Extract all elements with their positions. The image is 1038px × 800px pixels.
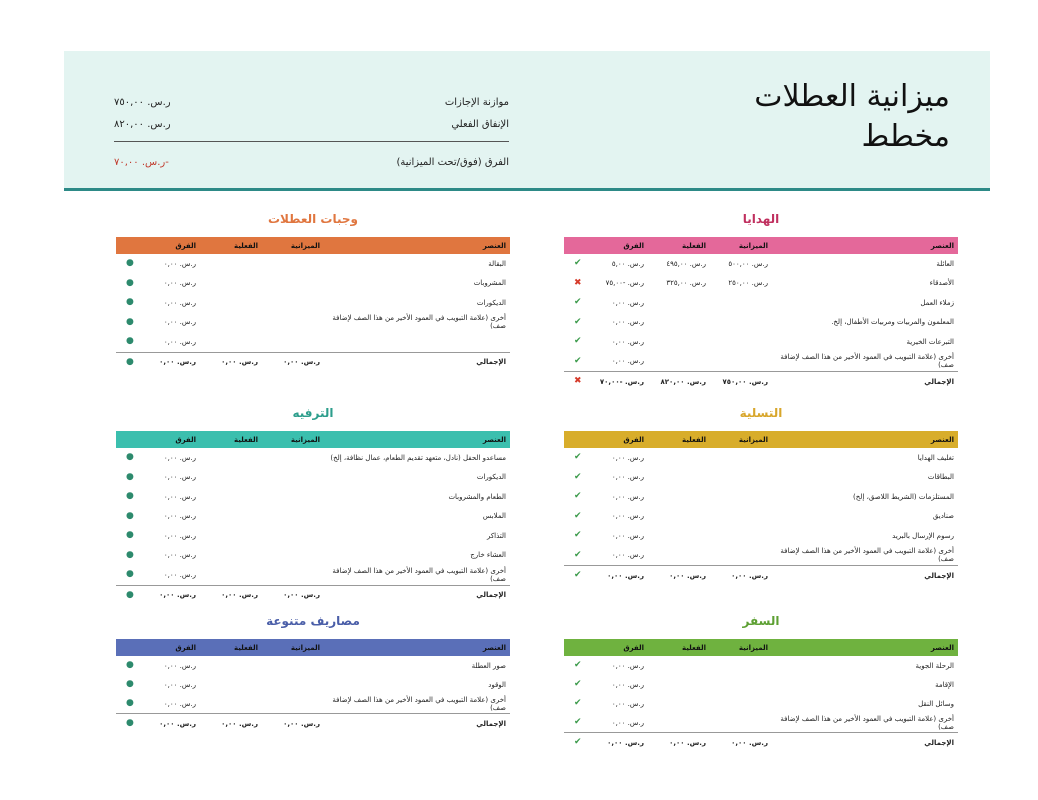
total-actual: ر.س. ٠,٠٠	[669, 571, 706, 580]
summary-actual-label: الإنفاق الفعلي	[451, 118, 509, 130]
row-difference	[122, 318, 196, 327]
table-row[interactable]	[564, 546, 958, 566]
table-row[interactable]	[116, 468, 510, 488]
row-difference-value: ر.س. ٠,٠٠	[611, 298, 644, 307]
table-row[interactable]	[564, 487, 958, 507]
row-actual[interactable]: ر.س. ٤٩٥,٠٠	[666, 259, 706, 268]
row-difference-value: ر.س. ٠,٠٠	[163, 699, 196, 708]
check-icon: ✔	[574, 316, 582, 327]
row-item[interactable]: وسائل النقل	[918, 699, 954, 708]
dot-icon: ●	[126, 471, 134, 482]
row-difference	[570, 531, 644, 540]
total-difference-value: ر.س. ٠,٠٠	[159, 591, 196, 599]
column-header-item: العنصر	[482, 643, 506, 652]
total-difference-value: ر.س. ٠,٠٠	[159, 719, 196, 728]
total-label: الإجمالي	[476, 719, 506, 728]
total-difference	[122, 591, 196, 600]
row-difference-value: ر.س. ٠,٠٠	[611, 551, 644, 560]
row-item[interactable]: المشروبات	[473, 279, 506, 288]
row-difference	[122, 453, 196, 462]
row-difference	[570, 661, 644, 670]
row-difference-value: ر.س. ٠,٠٠	[163, 318, 196, 327]
check-icon: ✔	[574, 679, 582, 689]
table-row[interactable]	[116, 313, 510, 333]
row-item[interactable]: الملابس	[482, 512, 506, 521]
row-difference	[122, 279, 196, 288]
table-row[interactable]	[116, 694, 510, 713]
panel-party	[116, 403, 510, 605]
table-row[interactable]	[564, 352, 958, 372]
row-item[interactable]: الطعام والمشروبات	[448, 492, 506, 501]
row-difference	[122, 337, 196, 346]
column-header-diff: الفرق	[623, 241, 644, 250]
total-actual: ر.س. ٨٢٠,٠٠	[660, 377, 706, 386]
panel-title-travel: السفر	[742, 614, 780, 628]
row-difference	[122, 512, 196, 521]
row-difference-value: ر.س. ٠,٠٠	[163, 551, 196, 560]
total-budget: ر.س. ٧٥٠,٠٠	[722, 377, 768, 386]
row-item[interactable]: المستلزمات (الشريط اللاصق، إلخ)	[853, 492, 954, 501]
row-difference	[122, 259, 196, 268]
row-difference	[570, 337, 644, 346]
row-difference-value: ر.س. ٠,٠٠	[163, 570, 196, 579]
summary-budget-value[interactable]: ر.س. ٧٥٠,٠٠	[114, 96, 171, 108]
row-difference	[122, 551, 196, 560]
row-difference	[122, 570, 196, 579]
row-item[interactable]: العشاء خارج	[470, 551, 506, 560]
column-header-diff: الفرق	[623, 643, 644, 652]
check-icon: ✔	[574, 258, 582, 269]
row-difference	[122, 473, 196, 482]
row-difference	[570, 298, 644, 307]
total-actual: ر.س. ٠,٠٠	[221, 358, 258, 366]
total-actual: ر.س. ٠,٠٠	[221, 591, 258, 599]
row-difference-value: ر.س. ٠,٠٠	[611, 453, 644, 462]
row-item[interactable]: أخرى (علامة التبويب في العمود الأخير من هذا الصف لإضافة صف)	[780, 547, 954, 564]
row-difference-value: ر.س. -٧٥,٠٠	[605, 279, 644, 288]
total-budget: ر.س. ٠,٠٠	[283, 719, 320, 728]
x-icon: ✖	[574, 376, 582, 386]
table-row[interactable]	[116, 675, 510, 694]
dot-icon: ●	[126, 718, 134, 728]
row-difference	[122, 298, 196, 307]
summary-box	[114, 91, 509, 173]
total-difference-value: ر.س. ٠,٠٠	[607, 571, 644, 580]
total-budget: ر.س. ٠,٠٠	[731, 738, 768, 747]
row-difference-value: ر.س. ٠,٠٠	[163, 680, 196, 689]
row-item[interactable]: المعلمون والمربيات ومربيات الأطفال، إلخ.	[831, 318, 954, 327]
row-actual[interactable]: ر.س. ٣٢٥,٠٠	[666, 279, 706, 288]
column-header-actual: الفعلية	[682, 643, 706, 652]
column-header-actual: الفعلية	[234, 435, 258, 444]
row-difference-value: ر.س. ٠,٠٠	[163, 531, 196, 540]
dot-icon: ●	[126, 660, 134, 670]
total-difference-value: ر.س. -٧٠,٠٠	[599, 377, 644, 386]
table-header	[564, 639, 958, 656]
row-difference	[122, 492, 196, 501]
total-difference	[122, 719, 196, 728]
table-total-row	[116, 352, 510, 372]
check-icon: ✔	[574, 452, 582, 463]
row-difference-value: ر.س. ٠,٠٠	[163, 661, 196, 670]
dot-icon: ●	[126, 589, 134, 600]
row-budget[interactable]: ر.س. ٢٥٠,٠٠	[728, 279, 768, 288]
dot-icon: ●	[126, 491, 134, 502]
table-header	[116, 431, 510, 448]
row-difference	[122, 680, 196, 689]
panel-title-party: الترفيه	[292, 406, 334, 420]
row-item[interactable]: التبرعات الخيرية	[906, 337, 954, 346]
check-icon: ✔	[574, 510, 582, 521]
row-item[interactable]: مساعدو الحفل (نادل، متعهد تقديم الطعام، عمال نظافة، إلخ)	[330, 453, 506, 462]
row-difference	[122, 699, 196, 708]
summary-diff-label: الفرق (فوق/تحت الميزانية)	[396, 156, 509, 168]
column-header-actual: الفعلية	[682, 435, 706, 444]
row-item[interactable]: أخرى (علامة التبويب في العمود الأخير من هذا الصف لإضافة صف)	[332, 314, 506, 331]
table-row[interactable]	[564, 468, 958, 488]
total-label: الإجمالي	[924, 571, 954, 580]
total-difference	[570, 377, 644, 386]
check-icon: ✔	[574, 355, 582, 366]
row-difference-value: ر.س. ٠,٠٠	[163, 259, 196, 268]
column-header-budget: الميزانية	[738, 241, 768, 250]
table-row[interactable]	[116, 507, 510, 527]
row-item[interactable]: تغليف الهدايا	[917, 453, 954, 462]
dot-icon: ●	[126, 258, 134, 269]
table-total-row	[116, 585, 510, 605]
row-item[interactable]: التذاكر	[486, 531, 506, 540]
table-row[interactable]	[116, 565, 510, 585]
row-difference-value: ر.س. ٠,٠٠	[611, 357, 644, 366]
table-row[interactable]	[116, 448, 510, 468]
row-difference	[570, 318, 644, 327]
dot-icon: ●	[126, 452, 134, 463]
row-difference	[570, 512, 644, 521]
row-difference	[122, 661, 196, 670]
row-difference-value: ر.س. ٠,٠٠	[611, 318, 644, 327]
row-item[interactable]: أخرى (علامة التبويب في العمود الأخير من هذا الصف لإضافة صف)	[332, 566, 506, 583]
table-row[interactable]	[116, 332, 510, 352]
dot-icon: ●	[126, 316, 134, 327]
dot-icon: ●	[126, 297, 134, 308]
check-icon: ✔	[574, 570, 582, 580]
table-row[interactable]	[116, 546, 510, 566]
row-difference	[570, 453, 644, 462]
table-row[interactable]	[564, 448, 958, 468]
row-difference-value: ر.س. ٠,٠٠	[611, 661, 644, 670]
dot-icon: ●	[126, 698, 134, 708]
panel-title-misc: مصاريف متنوعة	[266, 614, 360, 628]
panel-gifts	[564, 209, 958, 391]
check-icon: ✔	[574, 717, 582, 727]
panel-title-entertainment: التسلية	[739, 406, 783, 420]
total-actual: ر.س. ٠,٠٠	[669, 738, 706, 747]
total-difference-value: ر.س. ٠,٠٠	[159, 358, 196, 366]
table-header	[564, 237, 958, 254]
row-difference	[570, 279, 644, 288]
column-header-budget: الميزانية	[290, 643, 320, 652]
summary-diff-value[interactable]: ر.س. ٧٠,٠٠-	[114, 156, 169, 168]
table-row[interactable]	[564, 507, 958, 527]
row-item[interactable]: الديكورات	[476, 473, 506, 482]
row-difference-value: ر.س. ٠,٠٠	[163, 473, 196, 482]
table-row[interactable]	[564, 293, 958, 313]
row-item[interactable]: البقالة	[488, 259, 506, 268]
table-row[interactable]	[564, 254, 958, 274]
table-row[interactable]	[116, 526, 510, 546]
dot-icon: ●	[126, 679, 134, 689]
total-difference	[570, 738, 644, 747]
row-difference	[122, 531, 196, 540]
row-difference-value: ر.س. ٠,٠٠	[611, 512, 644, 521]
row-item[interactable]: صناديق	[932, 512, 954, 521]
table-row[interactable]	[116, 487, 510, 507]
row-difference-value: ر.س. ٠,٠٠	[611, 699, 644, 708]
check-icon: ✔	[574, 491, 582, 502]
dot-icon: ●	[126, 336, 134, 347]
table-total-row	[564, 565, 958, 585]
table-header	[564, 431, 958, 448]
table-row[interactable]	[564, 526, 958, 546]
table-row[interactable]	[116, 254, 510, 274]
dot-icon: ●	[126, 569, 134, 580]
column-header-item: العنصر	[930, 643, 954, 652]
row-difference-value: ر.س. ٥,٠٠	[611, 259, 644, 268]
x-icon: ✖	[574, 277, 582, 288]
check-icon: ✔	[574, 737, 582, 747]
row-difference-value: ر.س. ٠,٠٠	[611, 492, 644, 501]
panel-entertainment	[564, 403, 958, 585]
row-difference	[570, 259, 644, 268]
row-item[interactable]: أخرى (علامة التبويب في العمود الأخير من هذا الصف لإضافة صف)	[332, 695, 506, 712]
row-difference	[570, 718, 644, 727]
total-budget: ر.س. ٠,٠٠	[283, 358, 320, 366]
row-item[interactable]: أخرى (علامة التبويب في العمود الأخير من هذا الصف لإضافة صف)	[780, 714, 954, 731]
table-total-row	[564, 371, 958, 391]
row-budget[interactable]: ر.س. ٥٠٠,٠٠	[728, 259, 768, 268]
row-item[interactable]: صور العطلة	[471, 661, 506, 670]
budget-sheet	[64, 51, 990, 791]
table-row[interactable]	[564, 675, 958, 694]
total-budget: ر.س. ٠,٠٠	[731, 571, 768, 580]
table-header	[116, 639, 510, 656]
dot-icon: ●	[126, 549, 134, 560]
summary-actual-value[interactable]: ر.س. ٨٢٠,٠٠	[114, 118, 171, 130]
page-title	[754, 77, 950, 157]
total-difference	[122, 358, 196, 367]
check-icon: ✔	[574, 549, 582, 560]
check-icon: ✔	[574, 698, 582, 708]
row-item[interactable]: الديكورات	[476, 298, 506, 307]
row-difference	[570, 473, 644, 482]
table-row[interactable]	[564, 656, 958, 675]
row-difference-value: ر.س. ٠,٠٠	[611, 473, 644, 482]
column-header-item: العنصر	[930, 241, 954, 250]
column-header-item: العنصر	[482, 241, 506, 250]
summary-divider	[114, 141, 509, 142]
row-difference	[570, 357, 644, 366]
column-header-actual: الفعلية	[682, 241, 706, 250]
table-row[interactable]	[116, 656, 510, 675]
column-header-item: العنصر	[482, 435, 506, 444]
total-label: الإجمالي	[924, 377, 954, 386]
table-row[interactable]	[564, 694, 958, 713]
total-difference	[570, 571, 644, 580]
summary-budget-label: موازنة الإجازات	[444, 96, 509, 108]
header-band	[64, 51, 990, 191]
row-difference-value: ر.س. ٠,٠٠	[163, 492, 196, 501]
column-header-budget: الميزانية	[738, 435, 768, 444]
table-total-row	[116, 713, 510, 733]
column-header-actual: الفعلية	[234, 241, 258, 250]
summary-diff-row	[114, 151, 509, 173]
row-difference-value: ر.س. ٠,٠٠	[611, 337, 644, 346]
dot-icon: ●	[126, 356, 134, 367]
check-icon: ✔	[574, 660, 582, 670]
column-header-actual: الفعلية	[234, 643, 258, 652]
dot-icon: ●	[126, 510, 134, 521]
panel-title-food: وجبات العطلات	[268, 212, 358, 226]
row-item[interactable]: البطاقات	[927, 473, 954, 482]
column-header-budget: الميزانية	[738, 643, 768, 652]
column-header-budget: الميزانية	[290, 241, 320, 250]
row-item[interactable]: الأصدقاء	[929, 279, 954, 288]
panel-food	[116, 209, 510, 372]
dot-icon: ●	[126, 277, 134, 288]
check-icon: ✔	[574, 297, 582, 308]
table-row[interactable]	[116, 274, 510, 294]
table-total-row	[564, 732, 958, 752]
row-difference-value: ر.س. ٠,٠٠	[611, 718, 644, 727]
total-actual: ر.س. ٠,٠٠	[221, 719, 258, 728]
row-item[interactable]: رسوم الإرسال بالبريد	[892, 531, 954, 540]
panel-travel	[564, 611, 958, 752]
table-row[interactable]	[564, 713, 958, 732]
column-header-diff: الفرق	[175, 435, 196, 444]
column-header-diff: الفرق	[175, 643, 196, 652]
row-difference-value: ر.س. ٠,٠٠	[163, 453, 196, 462]
check-icon: ✔	[574, 530, 582, 541]
check-icon: ✔	[574, 336, 582, 347]
row-item[interactable]: العائلة	[936, 259, 954, 268]
table-header	[116, 237, 510, 254]
row-item[interactable]: الوقود	[488, 680, 506, 689]
table-row[interactable]	[564, 274, 958, 294]
row-item[interactable]: الرحلة الجوية	[915, 661, 954, 670]
table-row[interactable]	[564, 332, 958, 352]
total-difference-value: ر.س. ٠,٠٠	[607, 738, 644, 747]
total-label: الإجمالي	[924, 738, 954, 747]
column-header-budget: الميزانية	[290, 435, 320, 444]
column-header-diff: الفرق	[175, 241, 196, 250]
row-difference-value: ر.س. ٠,٠٠	[611, 680, 644, 689]
check-icon: ✔	[574, 471, 582, 482]
total-label: الإجمالي	[476, 358, 506, 366]
table-row[interactable]	[564, 313, 958, 333]
summary-budget-row	[114, 91, 509, 113]
column-header-item: العنصر	[930, 435, 954, 444]
panel-title-gifts: الهدايا	[742, 212, 780, 226]
row-item[interactable]: الإقامة	[935, 680, 954, 689]
table-row[interactable]	[116, 293, 510, 313]
row-difference-value: ر.س. ٠,٠٠	[163, 337, 196, 346]
title-line-1: ميزانية العطلات	[754, 79, 950, 114]
total-budget: ر.س. ٠,٠٠	[283, 591, 320, 599]
row-difference	[570, 699, 644, 708]
row-difference	[570, 492, 644, 501]
row-difference-value: ر.س. ٠,٠٠	[163, 298, 196, 307]
dot-icon: ●	[126, 530, 134, 541]
row-difference-value: ر.س. ٠,٠٠	[163, 512, 196, 521]
column-header-diff: الفرق	[623, 435, 644, 444]
row-difference-value: ر.س. ٠,٠٠	[611, 531, 644, 540]
row-item[interactable]: زملاء العمل	[920, 298, 954, 307]
row-item[interactable]: أخرى (علامة التبويب في العمود الأخير من هذا الصف لإضافة صف)	[780, 353, 954, 370]
total-label: الإجمالي	[476, 591, 506, 599]
panel-misc	[116, 611, 510, 733]
title-line-2: مخطط	[861, 119, 950, 154]
summary-actual-row	[114, 113, 509, 135]
row-difference	[570, 680, 644, 689]
row-difference	[570, 551, 644, 560]
row-difference-value: ر.س. ٠,٠٠	[163, 279, 196, 288]
